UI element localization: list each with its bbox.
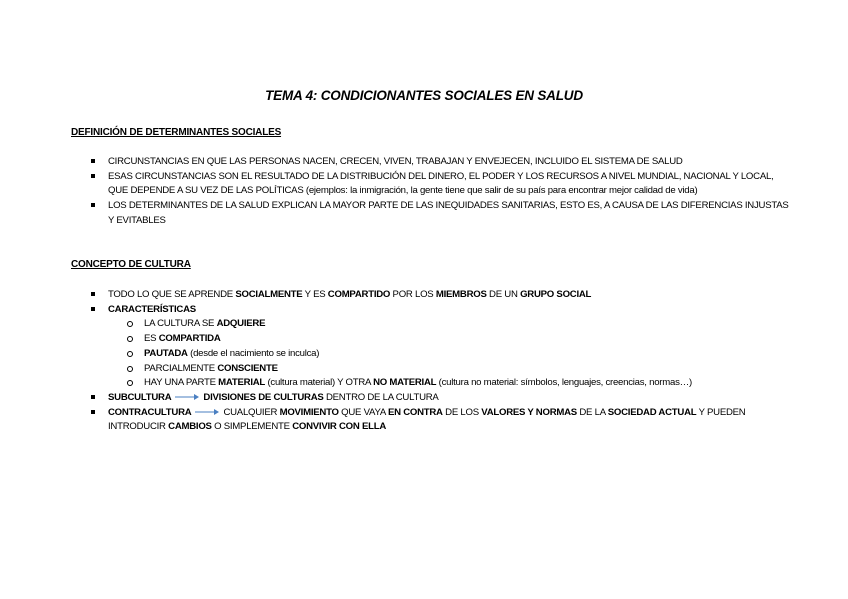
circle-bullet-icon <box>127 321 133 327</box>
sub-list-item: PARCIALMENTE CONSCIENTE <box>108 362 791 377</box>
list-item: CONTRACULTURA CUALQUIER MOVIMIENTO QUE VAYA EN CONTRA DE LOS VALORES Y NORMAS DE LA SOCIEDAD ACTUAL Y PUEDEN INTRODUCIR CAMBIOS O SIMPLEMENTE CONVIVIR CON ELLA <box>91 406 791 435</box>
sub-list-item: PAUTADA (desde el nacimiento se inculca) <box>108 347 791 362</box>
list-item: LOS DETERMINANTES DE LA SALUD EXPLICAN LA MAYOR PARTE DE LAS INEQUIDADES SANITARIAS, ESTO ES, A CAUSA DE LAS DIFERENCIAS INJUSTAS Y EVITABLES <box>91 199 791 228</box>
square-bullet-icon <box>91 174 95 178</box>
circle-bullet-icon <box>127 380 133 386</box>
square-bullet-icon <box>91 410 95 414</box>
list-item: TODO LO QUE SE APRENDE SOCIALMENTE Y ES COMPARTIDO POR LOS MIEMBROS DE UN GRUPO SOCIAL <box>91 288 791 303</box>
sub-list-item: HAY UNA PARTE MATERIAL (cultura material) Y OTRA NO MATERIAL (cultura no material: símbolos, lenguajes, creencias, normas…) <box>108 376 791 391</box>
circle-bullet-icon <box>127 336 133 342</box>
circle-bullet-icon <box>127 351 133 357</box>
square-bullet-icon <box>91 395 95 399</box>
sub-list-item: ES COMPARTIDA <box>108 332 791 347</box>
square-bullet-icon <box>91 292 95 296</box>
square-bullet-icon <box>91 203 95 207</box>
sub-list-item: LA CULTURA SE ADQUIERE <box>108 317 791 332</box>
cultura-list <box>91 288 791 435</box>
list-item: ESAS CIRCUNSTANCIAS SON EL RESULTADO DE LA DISTRIBUCIÓN DEL DINERO, EL PODER Y LOS RECURSOS A NIVEL MUNDIAL, NACIONAL Y LOCAL, QUE DEPENDE A SU VEZ DE LAS POLÍTICAS (ejemplos: la inmigración, la gente tiene que salir de su país para encontrar mejor calidad de vida) <box>91 170 791 199</box>
list-item: SUBCULTURA DIVISIONES DE CULTURAS DENTRO DE LA CULTURA <box>91 391 791 406</box>
page-title: TEMA 4: CONDICIONANTES SOCIALES EN SALUD <box>265 88 583 103</box>
section-heading-determinantes: DEFINICIÓN DE DETERMINANTES SOCIALES <box>71 127 282 138</box>
list-item: CARACTERÍSTICAS LA CULTURA SE ADQUIERE ES COMPARTIDA PAUTADA (desde el nacimiento se inculca) PARCIALMENTE CONSCIENTE HAY UNA PARTE MATERIAL (cultura material) Y OTRA NO MATERIAL (cultura no material: símbolos, lenguajes, creencias, normas…) <box>91 303 791 391</box>
determinantes-list <box>91 155 791 229</box>
square-bullet-icon <box>91 307 95 311</box>
circle-bullet-icon <box>127 366 133 372</box>
square-bullet-icon <box>91 159 95 163</box>
caracteristicas-sublist <box>108 317 791 391</box>
list-item: CIRCUNSTANCIAS EN QUE LAS PERSONAS NACEN, CRECEN, VIVEN, TRABAJAN Y ENVEJECEN, INCLUIDO EL SISTEMA DE SALUD <box>91 155 791 170</box>
section-heading-cultura: CONCEPTO DE CULTURA <box>71 259 191 270</box>
right-arrow-icon <box>194 408 220 416</box>
right-arrow-icon <box>174 393 200 401</box>
